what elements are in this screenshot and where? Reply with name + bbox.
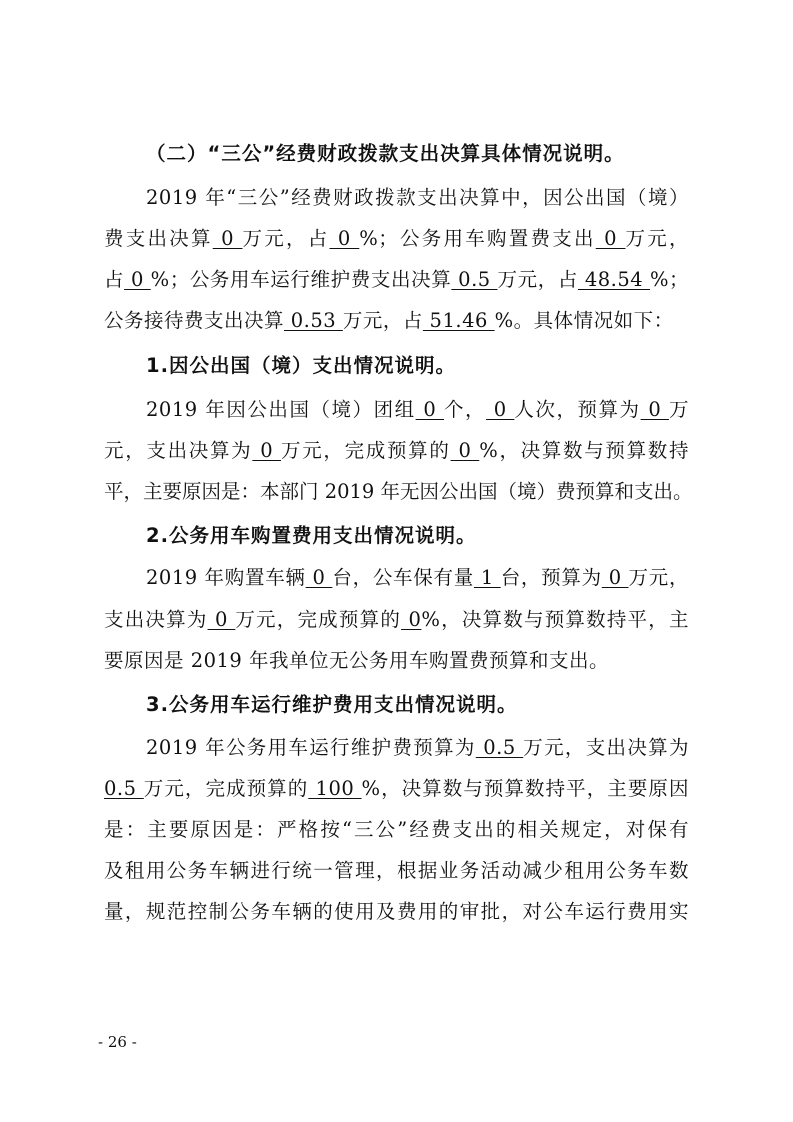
- paragraph-line: 2019 年“三公”经费财政拨款支出决算中，因公出国（境）: [146, 186, 689, 209]
- paragraph-line: 平，主要原因是：本部门 2019 年无因公出国（境）费预算和支出。: [104, 480, 693, 503]
- abroad-percent: 0: [329, 227, 360, 250]
- abroad-actual: 0: [252, 439, 282, 462]
- reception-percent: 51.46: [422, 309, 495, 332]
- purchase-percent-complete: 0: [401, 608, 422, 631]
- paragraph-line: 2019 年公务用车运行维护费预算为 0.5 万元，支出决算为: [146, 736, 689, 759]
- purchase-amount: 0: [595, 227, 626, 250]
- paragraph-line: 2019 年因公出国（境）团组 0 个， 0 人次，预算为 0 万: [146, 398, 689, 421]
- abroad-amount: 0: [212, 227, 243, 250]
- operation-percent-complete: 100: [308, 777, 362, 800]
- paragraph-line: 及租用公务车辆进行统一管理，根据业务活动减少租用公务车数: [104, 859, 689, 882]
- paragraph-line: 元，支出决算为 0 万元，完成预算的 0 %，决算数与预算数持: [104, 439, 689, 462]
- abroad-budget: 0: [640, 398, 669, 421]
- paragraph-line: 量，规范控制公务车辆的使用及费用的审批，对公车运行费用实: [104, 900, 689, 923]
- paragraph-line: 要原因是 2019 年我单位无公务用车购置费预算和支出。: [104, 649, 610, 672]
- operation-amount: 0.5: [451, 268, 498, 291]
- abroad-groups: 0: [415, 398, 444, 421]
- paragraph-line: 是：主要原因是：严格按“三公”经费支出的相关规定，对保有: [104, 818, 689, 841]
- paragraph-line: 支出决算为 0 万元，完成预算的 0%，决算数与预算数持平，主: [104, 608, 689, 631]
- paragraph-line: 公务接待费支出决算 0.53 万元，占 51.46 %。具体情况如下：: [104, 309, 674, 332]
- page-number: - 26 -: [98, 1033, 137, 1051]
- purchase-actual: 0: [207, 608, 236, 631]
- subheading-operation: 3.公务用车运行维护费用支出情况说明。: [146, 693, 518, 716]
- abroad-percent-complete: 0: [450, 439, 480, 462]
- purchase-percent: 0: [124, 268, 151, 291]
- operation-actual: 0.5: [104, 777, 144, 800]
- abroad-people: 0: [486, 398, 515, 421]
- purchase-holding: 1: [473, 566, 501, 589]
- purchase-budget: 0: [601, 566, 629, 589]
- section-heading: （二）“三公”经费财政拨款支出决算具体情况说明。: [146, 142, 625, 165]
- reception-amount: 0.53: [284, 309, 343, 332]
- subheading-purchase: 2.公务用车购置费用支出情况说明。: [146, 524, 477, 547]
- operation-percent: 48.54: [578, 268, 650, 291]
- paragraph-line: 占 0 %；公务用车运行维护费支出决算 0.5 万元，占 48.54 %；: [104, 268, 689, 291]
- operation-budget: 0.5: [475, 736, 524, 759]
- subheading-abroad: 1.因公出国（境）支出情况说明。: [146, 354, 456, 377]
- paragraph-line: 费支出决算 0 万元，占 0 %；公务用车购置费支出 0 万元，: [104, 227, 689, 250]
- purchase-vehicles: 0: [305, 566, 333, 589]
- paragraph-line: 0.5 万元，完成预算的 100 %，决算数与预算数持平，主要原因: [104, 777, 689, 800]
- paragraph-line: 2019 年购置车辆 0 台，公车保有量 1 台，预算为 0 万元，: [146, 566, 689, 589]
